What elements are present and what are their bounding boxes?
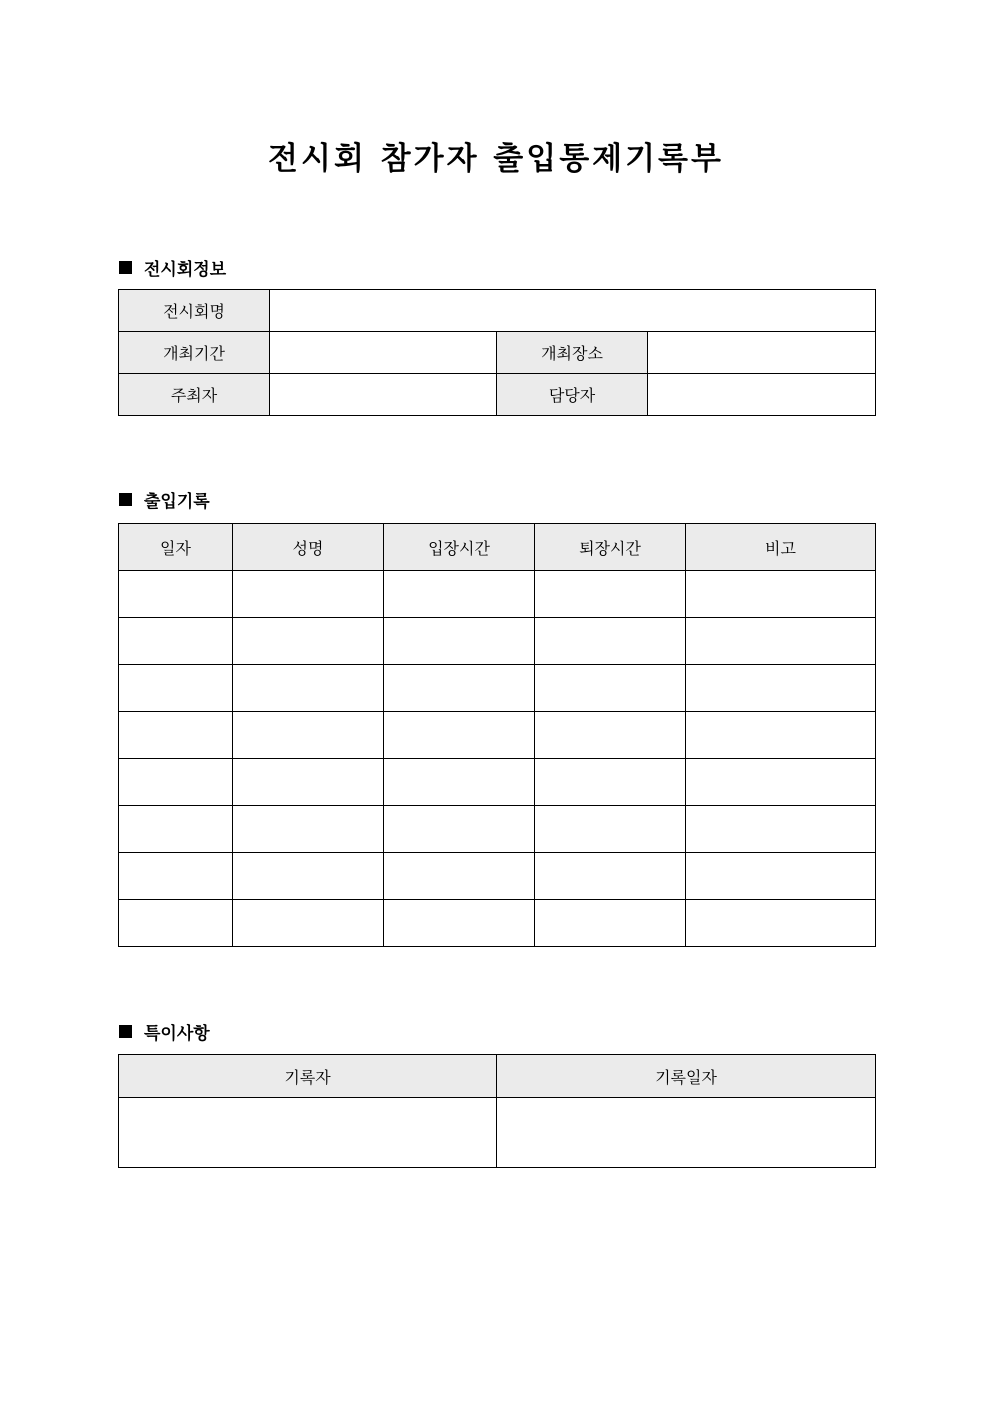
- table-row: [119, 806, 876, 853]
- section-heading-label: 전시회정보: [144, 260, 227, 280]
- square-bullet-icon: [119, 261, 132, 274]
- remarks-cell[interactable]: [686, 853, 876, 900]
- entry-time-cell[interactable]: [384, 759, 535, 806]
- exit-time-cell[interactable]: [535, 571, 686, 618]
- name-cell[interactable]: [233, 571, 384, 618]
- name-cell[interactable]: [233, 759, 384, 806]
- access-records-table: [118, 523, 876, 947]
- remarks-cell[interactable]: [686, 618, 876, 665]
- name-cell[interactable]: [233, 900, 384, 947]
- organizer-label: 주최자: [119, 374, 270, 416]
- entry-time-cell[interactable]: [384, 618, 535, 665]
- exhibition-name-field[interactable]: [270, 290, 876, 332]
- entry-time-cell[interactable]: [384, 853, 535, 900]
- remarks-cell[interactable]: [686, 806, 876, 853]
- date-cell[interactable]: [119, 712, 233, 759]
- column-header-recorder: 기록자: [119, 1055, 497, 1098]
- column-header-name: 성명: [233, 524, 384, 571]
- date-cell[interactable]: [119, 853, 233, 900]
- exit-time-cell[interactable]: [535, 806, 686, 853]
- date-cell[interactable]: [119, 759, 233, 806]
- entry-time-cell[interactable]: [384, 665, 535, 712]
- venue-field[interactable]: [648, 332, 876, 374]
- period-label: 개최기간: [119, 332, 270, 374]
- column-header-entry-time: 입장시간: [384, 524, 535, 571]
- table-row: [119, 571, 876, 618]
- column-header-exit-time: 퇴장시간: [535, 524, 686, 571]
- table-row: [119, 1098, 876, 1168]
- organizer-field[interactable]: [270, 374, 497, 416]
- manager-field[interactable]: [648, 374, 876, 416]
- table-row: [119, 618, 876, 665]
- exit-time-cell[interactable]: [535, 712, 686, 759]
- record-date-cell[interactable]: [497, 1098, 876, 1168]
- exit-time-cell[interactable]: [535, 759, 686, 806]
- exhibition-info-table: [118, 289, 876, 416]
- entry-time-cell[interactable]: [384, 712, 535, 759]
- exhibition-name-label: 전시회명: [119, 290, 270, 332]
- section-heading-label: 출입기록: [144, 492, 210, 512]
- remarks-cell[interactable]: [686, 712, 876, 759]
- column-header-date: 일자: [119, 524, 233, 571]
- entry-time-cell[interactable]: [384, 900, 535, 947]
- notes-table: [118, 1054, 876, 1168]
- table-row: [119, 759, 876, 806]
- venue-label: 개최장소: [497, 332, 648, 374]
- table-header-row: [119, 524, 876, 571]
- table-row: [119, 853, 876, 900]
- date-cell[interactable]: [119, 665, 233, 712]
- table-header-row: [119, 1055, 876, 1098]
- table-row: [119, 332, 876, 374]
- exit-time-cell[interactable]: [535, 853, 686, 900]
- remarks-cell[interactable]: [686, 665, 876, 712]
- recorder-cell[interactable]: [119, 1098, 497, 1168]
- date-cell[interactable]: [119, 571, 233, 618]
- page-title: 전시회 참가자 출입통제기록부: [268, 141, 724, 177]
- exit-time-cell[interactable]: [535, 618, 686, 665]
- table-row: [119, 712, 876, 759]
- name-cell[interactable]: [233, 806, 384, 853]
- name-cell[interactable]: [233, 853, 384, 900]
- square-bullet-icon: [119, 1025, 132, 1038]
- table-row: [119, 900, 876, 947]
- table-row: [119, 290, 876, 332]
- section-heading-exhibition-info: [119, 255, 226, 280]
- section-heading-access-records: [119, 487, 210, 512]
- remarks-cell[interactable]: [686, 759, 876, 806]
- column-header-record-date: 기록일자: [497, 1055, 876, 1098]
- table-row: [119, 665, 876, 712]
- manager-label: 담당자: [497, 374, 648, 416]
- date-cell[interactable]: [119, 618, 233, 665]
- exit-time-cell[interactable]: [535, 665, 686, 712]
- name-cell[interactable]: [233, 665, 384, 712]
- section-heading-label: 특이사항: [144, 1024, 210, 1044]
- name-cell[interactable]: [233, 712, 384, 759]
- remarks-cell[interactable]: [686, 571, 876, 618]
- date-cell[interactable]: [119, 900, 233, 947]
- table-row: [119, 374, 876, 416]
- square-bullet-icon: [119, 493, 132, 506]
- column-header-remarks: 비고: [686, 524, 876, 571]
- exit-time-cell[interactable]: [535, 900, 686, 947]
- entry-time-cell[interactable]: [384, 571, 535, 618]
- section-heading-notes: [119, 1019, 210, 1044]
- date-cell[interactable]: [119, 806, 233, 853]
- entry-time-cell[interactable]: [384, 806, 535, 853]
- remarks-cell[interactable]: [686, 900, 876, 947]
- period-field[interactable]: [270, 332, 497, 374]
- name-cell[interactable]: [233, 618, 384, 665]
